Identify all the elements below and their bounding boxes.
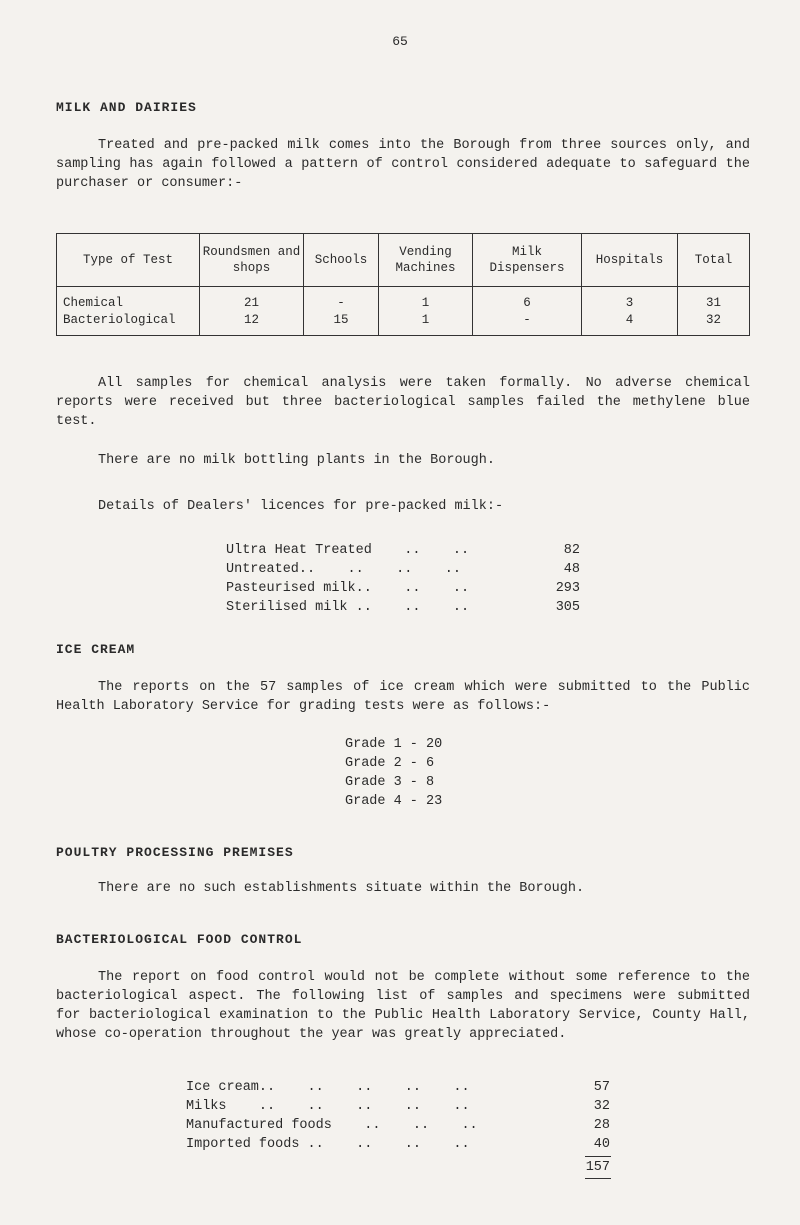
list-item: Imported foods .. .. .. .. 40	[186, 1137, 610, 1152]
poultry-paragraph: There are no such establishments situate within the Borough.	[98, 881, 585, 896]
table-cell: 6	[473, 287, 582, 313]
heading-bacteriological-food-control: BACTERIOLOGICAL FOOD CONTROL	[56, 932, 303, 947]
list-item: Grade 1 - 20	[345, 737, 443, 752]
samples-total: 157	[585, 1160, 610, 1175]
table-cell: 32	[678, 312, 750, 336]
list-item: Grade 4 - 23	[345, 794, 443, 809]
heading-milk-and-dairies: MILK AND DAIRIES	[56, 100, 197, 115]
milk-intro-paragraph: Treated and pre-packed milk comes into the Borough from three sources only, and sampling has again followed a pattern of control considered adequate to safeguard the purchaser or consumer:-	[56, 138, 750, 191]
table-row	[57, 312, 750, 336]
table-cell: Bacteriological	[57, 312, 200, 336]
ice-cream-paragraph: The reports on the 57 samples of ice cream which were submitted to the Public Health Laboratory Service for grading tests were as follows:-	[56, 680, 750, 714]
list-item: Untreated.. .. .. .. 48	[226, 562, 580, 577]
table-cell: 1	[379, 287, 473, 313]
list-item: Ultra Heat Treated .. .. 82	[226, 543, 580, 558]
heading-poultry-processing: POULTRY PROCESSING PREMISES	[56, 845, 294, 860]
table-row	[57, 287, 750, 313]
milk-bottling-paragraph: There are no milk bottling plants in the Borough.	[98, 453, 495, 468]
list-item: Sterilised milk .. .. .. 305	[226, 600, 580, 615]
milk-samples-paragraph: All samples for chemical analysis were taken formally. No adverse chemical reports were received but three bacteriological samples failed the methylene blue test.	[56, 376, 750, 429]
list-item: Ice cream.. .. .. .. .. 57	[186, 1080, 610, 1095]
heading-ice-cream: ICE CREAM	[56, 642, 136, 657]
bacteriological-paragraph: The report on food control would not be complete without some reference to the bacteriological aspect. The following list of samples and specimens were submitted for bacteriological examination to the Public Health Laboratory Service, County Hall, whose co-operation throughout the year was greatly appreciated.	[56, 970, 750, 1042]
table-cell: 21	[200, 287, 304, 313]
list-item: Pasteurised milk.. .. .. 293	[226, 581, 580, 596]
table-header-cell: Vending Machines	[379, 234, 473, 287]
list-item: Grade 3 - 8	[345, 775, 435, 790]
table-header-cell: Milk Dispensers	[473, 234, 582, 287]
table-cell: 31	[678, 287, 750, 313]
table-cell: -	[473, 312, 582, 336]
table-cell: Chemical	[57, 287, 200, 313]
table-cell: 4	[582, 312, 678, 336]
list-item: Grade 2 - 6	[345, 756, 435, 771]
milk-sampling-table	[56, 233, 750, 336]
table-header-cell: Schools	[304, 234, 379, 287]
table-header-cell: Total	[678, 234, 750, 287]
table-cell: 12	[200, 312, 304, 336]
total-underline	[585, 1178, 611, 1179]
table-cell: -	[304, 287, 379, 313]
table-cell: 3	[582, 287, 678, 313]
table-header-cell: Hospitals	[582, 234, 678, 287]
table-header-cell: Type of Test	[57, 234, 200, 287]
page-number: 65	[392, 34, 408, 49]
total-rule	[585, 1156, 611, 1157]
list-item: Milks .. .. .. .. .. 32	[186, 1099, 610, 1114]
table-header-cell: Roundsmen and shops	[200, 234, 304, 287]
table-cell: 1	[379, 312, 473, 336]
dealers-licences-paragraph: Details of Dealers' licences for pre-packed milk:-	[98, 499, 504, 514]
table-header-row	[57, 234, 750, 287]
table-cell: 15	[304, 312, 379, 336]
list-item: Manufactured foods .. .. .. 28	[186, 1118, 610, 1133]
